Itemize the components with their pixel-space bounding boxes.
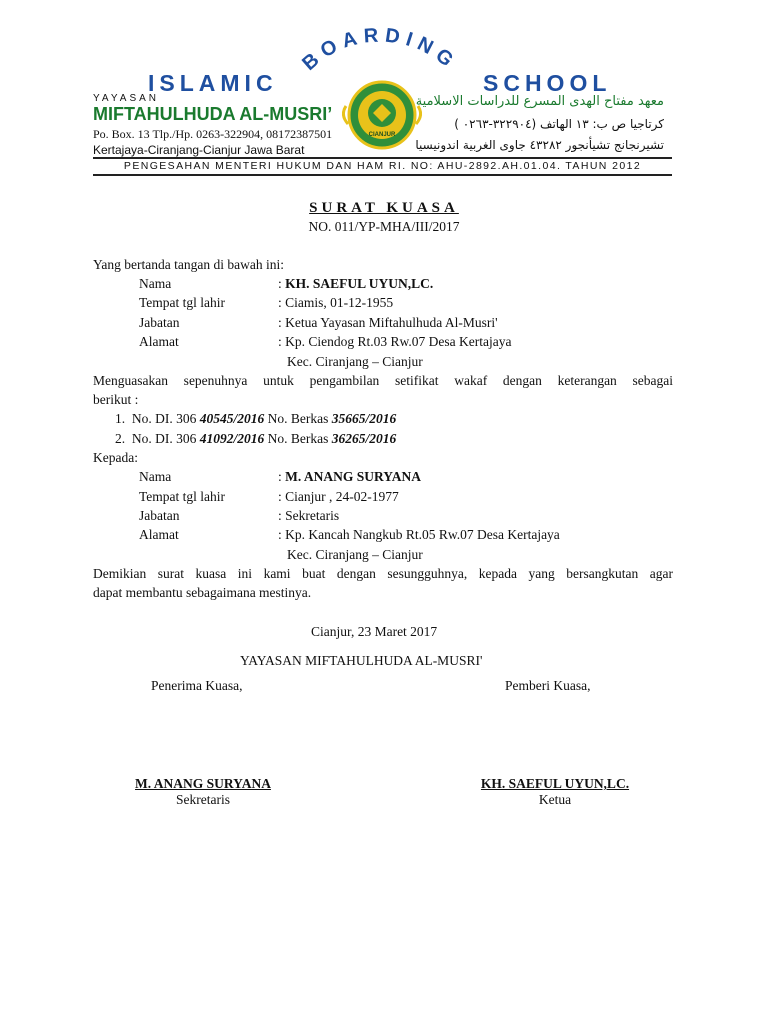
institution-logo [342,80,422,150]
address-line-2: Kertajaya-Ciranjang-Cianjur Jawa Barat [93,143,305,157]
grantor-name-label: Nama [139,276,172,291]
closing-line-2: dapat membantu sebagaimana mestinya. [93,585,312,600]
grantee-name: : M. ANANG SURYANA [278,469,422,484]
organization-name: YAYASAN MIFTAHULHUDA AL-MUSRI' [240,653,483,668]
giver-signature [445,776,665,808]
giver-name: KH. SAEFUL UYUN,LC. [480,776,630,791]
boarding-text: BOARDING [298,24,462,76]
giver-title: Ketua [538,792,572,807]
grantee-birth-label: Tempat tgl lahir [139,489,226,504]
receiver-label: Penerima Kuasa, [151,678,243,693]
arabic-name: معهد مفتاح الهدى المسرع للدراسات الاسلامية [415,94,664,109]
receiver-signature [103,776,303,808]
grantor-address-label: Alamat [139,334,179,349]
institution-name: MIFTAHULHUDA AL-MUSRI’ [93,104,333,124]
grantor-birth: : Ciamis, 01-12-1955 [278,295,394,310]
arabic-address-1: كرتاجيا ص ب: ١٣ الهاتف (٣٢٢٩٠٤-٠٢٦٣ ) [454,117,664,131]
letter-title: SURAT KUASA [309,200,459,216]
place-date: Cianjur, 23 Maret 2017 [311,624,438,639]
receiver-name: M. ANANG SURYANA [135,776,271,791]
grantor-address: : Kp. Ciendog Rt.03 Rw.07 Desa Kertajaya [278,334,512,349]
grantee-address: : Kp. Kancah Nangkub Rt.05 Rw.07 Desa Kertajaya [278,527,560,542]
letterhead-school: SCHOOL [483,70,612,96]
header-rule-top [93,157,672,159]
purpose-line-2: berikut : [93,392,139,407]
receiver-title: Sekretaris [176,792,230,807]
list-item: 1. No. DI. 306 40545/2016 No. Berkas 35665/2016 [115,411,397,426]
grantee-address-2: Kec. Ciranjang – Cianjur [287,547,423,562]
letterhead-yayasan: YAYASAN [93,93,160,104]
grantee-birth: : Cianjur , 24-02-1977 [278,489,399,504]
header-rule-bottom [93,174,672,176]
svg-text:CIANJUR: CIANJUR [368,132,396,138]
grantor-name: : KH. SAEFUL UYUN,LC. [278,276,434,291]
letter-number: NO. 011/YP-MHA/III/2017 [308,219,460,234]
grantee-position-label: Jabatan [139,508,180,523]
legal-registration: PENGESAHAN MENTERI HUKUM DAN HAM RI. NO: AHU-2892.AH.01.04. TAHUN 2012 [123,160,642,172]
intro-text: Yang bertanda tangan di bawah ini: [93,257,284,272]
grantee-name-label: Nama [139,469,172,484]
grantor-position: : Ketua Yayasan Miftahulhuda Al-Musri' [278,315,498,330]
arabic-address-2: تشيرنجانج تشيأنجور ٤٣٢٨٢ جاوى الغربية اندونيسيا [415,138,664,152]
list-item: 2. No. DI. 306 41092/2016 No. Berkas 36265/2016 [115,431,397,446]
to-label: Kepada: [93,450,138,465]
grantee-position: : Sekretaris [278,508,340,523]
letterhead-islamic: ISLAMIC [148,70,278,96]
grantor-birth-label: Tempat tgl lahir [139,295,226,310]
grantor-address-2: Kec. Ciranjang – Cianjur [287,354,423,369]
address-line-1: Po. Box. 13 Tlp./Hp. 0263-322904, 08172387501 [93,127,333,141]
purpose-line-1: Menguasakan sepenuhnya untuk pengambilan setifikat wakaf dengan keterangan sebagai [93,373,673,388]
giver-label: Pemberi Kuasa, [505,678,591,693]
grantor-position-label: Jabatan [139,315,180,330]
closing-line-1: Demikian surat kuasa ini kami buat dengan sesungguhnya, kepada yang bersangkutan agar [93,566,673,581]
grantee-address-label: Alamat [139,527,179,542]
